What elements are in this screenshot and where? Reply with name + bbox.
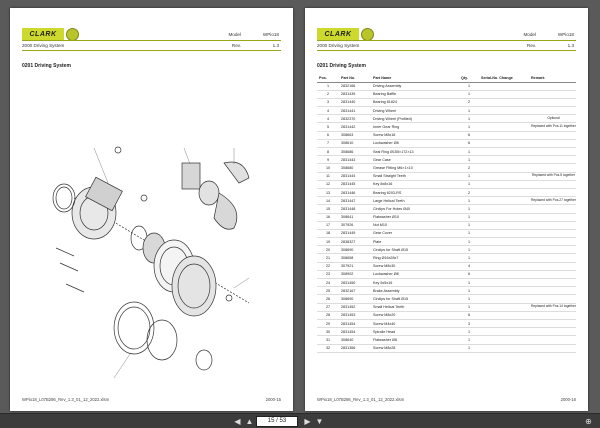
cell-serial-change xyxy=(479,221,529,229)
cell-remark xyxy=(529,328,576,336)
total-pages: 53 xyxy=(279,418,287,424)
model-value: WPio18 xyxy=(262,32,279,37)
cell-part-no: 308640 xyxy=(339,336,371,344)
cell-part-name: Screw M8x16 xyxy=(371,131,459,139)
header-divider-bottom xyxy=(317,50,576,51)
col-part-name: Part Name xyxy=(371,74,459,82)
col-serial-change: Serial-No. Change xyxy=(479,74,529,82)
cell-qty: 1 xyxy=(459,90,479,98)
cell-qty: 2 xyxy=(459,164,479,172)
cell-pos: 10 xyxy=(317,164,339,172)
cell-pos: 20 xyxy=(317,246,339,254)
prev-page-icon[interactable]: ◀ xyxy=(234,417,241,426)
page-header xyxy=(317,28,576,48)
cell-remark xyxy=(529,213,576,221)
cell-part-no: 2831454 xyxy=(339,319,371,327)
cell-serial-change xyxy=(479,238,529,246)
table-row xyxy=(317,98,576,106)
cell-qty: 1 xyxy=(459,197,479,205)
left-page xyxy=(10,8,293,411)
cell-serial-change xyxy=(479,131,529,139)
cell-remark xyxy=(529,90,576,98)
cell-part-no: 2831450 xyxy=(339,279,371,287)
cell-part-name: Lockwasher Ø8 xyxy=(371,139,459,147)
cell-remark xyxy=(529,344,576,352)
table-row xyxy=(317,164,576,172)
cell-qty: 6 xyxy=(459,270,479,278)
cell-serial-change xyxy=(479,172,529,180)
cell-part-name: Bearing 6203-RS xyxy=(371,188,459,196)
cell-remark xyxy=(529,287,576,295)
cell-part-name: Lockwasher Ø8 xyxy=(371,270,459,278)
cell-remark xyxy=(529,205,576,213)
cell-pos: 15 xyxy=(317,205,339,213)
nut xyxy=(196,350,212,370)
table-row xyxy=(317,213,576,221)
right-page xyxy=(305,8,588,411)
cell-pos: 2 xyxy=(317,90,339,98)
rev-value: 1.3 xyxy=(567,43,574,48)
table-row xyxy=(317,148,576,156)
cell-qty: 1 xyxy=(459,156,479,164)
cell-pos: 25 xyxy=(317,287,339,295)
cell-pos: 19 xyxy=(317,238,339,246)
cell-qty: 1 xyxy=(459,107,479,115)
cell-qty: 1 xyxy=(459,246,479,254)
cell-serial-change xyxy=(479,229,529,237)
cell-serial-change xyxy=(479,115,529,123)
col-part-no: Part No. xyxy=(339,74,371,82)
table-row xyxy=(317,90,576,98)
cell-part-name: Screw M8x20 xyxy=(371,311,459,319)
col-remark: Remark xyxy=(529,74,576,82)
cell-part-name: Grease Fitting M6×1×10 xyxy=(371,164,459,172)
cell-pos: 7 xyxy=(317,139,339,147)
page-separator: / xyxy=(276,418,278,424)
cell-qty: 1 xyxy=(459,115,479,123)
cell-serial-change xyxy=(479,319,529,327)
cell-qty: 1 xyxy=(459,336,479,344)
cell-part-name: Flatwasher Ø10 xyxy=(371,213,459,221)
page-up-icon[interactable]: ▲ xyxy=(245,417,254,426)
parts-table-body xyxy=(317,82,576,352)
cell-qty: 1 xyxy=(459,148,479,156)
cell-part-name: Plate xyxy=(371,238,459,246)
cell-remark xyxy=(529,229,576,237)
table-row xyxy=(317,82,576,90)
cell-qty: 1 xyxy=(459,287,479,295)
viewer-toolbar xyxy=(0,413,600,428)
cell-qty: 1 xyxy=(459,205,479,213)
cell-pos: 17 xyxy=(317,221,339,229)
header-divider xyxy=(317,40,576,41)
cell-qty: 1 xyxy=(459,328,479,336)
cell-part-name: Circlips For Holes Ø40 xyxy=(371,205,459,213)
cell-pos: 1 xyxy=(317,82,339,90)
bearing-ring-a-inner xyxy=(56,187,72,209)
table-row xyxy=(317,344,576,352)
cell-remark xyxy=(529,156,576,164)
cell-qty: 1 xyxy=(459,213,479,221)
cell-serial-change xyxy=(479,107,529,115)
page-indicator[interactable] xyxy=(256,416,298,427)
section-name: 2000 Driving System xyxy=(22,43,65,48)
callout-line xyxy=(184,148,190,164)
cell-part-name: Small Helical Teeth xyxy=(371,303,459,311)
cell-part-no: 2831445 xyxy=(339,180,371,188)
cell-part-name: Key 5x5x16 xyxy=(371,279,459,287)
cell-serial-change xyxy=(479,90,529,98)
cell-serial-change xyxy=(479,205,529,213)
cell-part-name: Seal Ring Ø155×172×13 xyxy=(371,148,459,156)
cell-serial-change xyxy=(479,188,529,196)
cell-part-name: Driving Assembly xyxy=(371,82,459,90)
cell-pos: 21 xyxy=(317,254,339,262)
table-row xyxy=(317,295,576,303)
cell-qty: 1 xyxy=(459,344,479,352)
table-row xyxy=(317,238,576,246)
cell-part-name: Large Helical Teeth xyxy=(371,197,459,205)
footer-filename: WPio18_L07B286_Rev_1.3_01_12_2022.xlsm xyxy=(22,397,110,402)
cell-part-no: 307926 xyxy=(339,221,371,229)
section-name: 2000 Driving System xyxy=(317,43,360,48)
cell-pos: 27 xyxy=(317,303,339,311)
cell-remark xyxy=(529,311,576,319)
table-row xyxy=(317,303,576,311)
table-row xyxy=(317,188,576,196)
cell-qty: 1 xyxy=(459,180,479,188)
table-row xyxy=(317,197,576,205)
bearing-ring-b-inner xyxy=(118,307,150,349)
cell-part-no: 2831442 xyxy=(339,123,371,131)
cell-qty: 1 xyxy=(459,238,479,246)
cell-part-name: Gear Case xyxy=(371,156,459,164)
cell-pos: 12 xyxy=(317,180,339,188)
cell-part-no: 2831447 xyxy=(339,197,371,205)
section-title: 0201 Driving System xyxy=(317,63,366,69)
cell-part-no: 2831454 xyxy=(339,328,371,336)
cell-qty: 4 xyxy=(459,262,479,270)
cell-qty: 1 xyxy=(459,303,479,311)
table-row xyxy=(317,115,576,123)
cell-qty: 1 xyxy=(459,279,479,287)
cell-part-no: 2831439 xyxy=(339,90,371,98)
table-header-row xyxy=(317,74,576,82)
cell-qty: 2 xyxy=(459,98,479,106)
cell-serial-change xyxy=(479,82,529,90)
table-row xyxy=(317,328,576,336)
table-row xyxy=(317,221,576,229)
cell-qty: 1 xyxy=(459,123,479,131)
cell-remark: Replaced with Pos.5 together xyxy=(529,172,576,180)
cell-part-no: 308610 xyxy=(339,139,371,147)
cell-part-no: 2831366 xyxy=(339,344,371,352)
table-row xyxy=(317,254,576,262)
table-row xyxy=(317,205,576,213)
cell-part-name: Small Straight Teeth xyxy=(371,172,459,180)
cell-remark xyxy=(529,262,576,270)
cell-serial-change xyxy=(479,328,529,336)
cell-remark: Optional xyxy=(529,115,576,123)
cell-qty: 6 xyxy=(459,311,479,319)
cell-part-no: 308663 xyxy=(339,131,371,139)
cell-part-no: 308690 xyxy=(339,246,371,254)
cell-pos: 8 xyxy=(317,148,339,156)
cell-remark: Replaced with Pos.27 together xyxy=(529,197,576,205)
cell-remark xyxy=(529,139,576,147)
cell-pos: 13 xyxy=(317,188,339,196)
cell-pos: 29 xyxy=(317,319,339,327)
table-row xyxy=(317,279,576,287)
cell-serial-change xyxy=(479,270,529,278)
table-row xyxy=(317,172,576,180)
cell-qty: 1 xyxy=(459,172,479,180)
table-row xyxy=(317,270,576,278)
cell-serial-change xyxy=(479,156,529,164)
cell-remark xyxy=(529,82,576,90)
section-title: 0201 Driving System xyxy=(22,63,71,69)
cell-remark xyxy=(529,107,576,115)
cell-qty: 1 xyxy=(459,221,479,229)
cell-serial-change xyxy=(479,311,529,319)
cell-qty: 3 xyxy=(459,319,479,327)
cell-part-name: Bearing 61824 xyxy=(371,98,459,106)
cell-remark xyxy=(529,246,576,254)
cell-qty: 1 xyxy=(459,82,479,90)
cell-serial-change xyxy=(479,98,529,106)
cell-remark xyxy=(529,295,576,303)
cell-remark xyxy=(529,270,576,278)
cell-pos: 5 xyxy=(317,123,339,131)
cell-part-no: 2831449 xyxy=(339,229,371,237)
table-row xyxy=(317,319,576,327)
cell-serial-change xyxy=(479,180,529,188)
cell-part-no: 308686 xyxy=(339,148,371,156)
table-row xyxy=(317,123,576,131)
cell-serial-change xyxy=(479,148,529,156)
grease-fitting xyxy=(115,147,121,153)
cell-qty: 6 xyxy=(459,139,479,147)
cell-part-name: Circlips for Shaft Ø15 xyxy=(371,295,459,303)
cell-remark xyxy=(529,279,576,287)
zoom-icon[interactable]: ⊕ xyxy=(585,417,592,426)
cell-part-no: 2831453 xyxy=(339,311,371,319)
cell-remark xyxy=(529,131,576,139)
clark-logo: CLARK xyxy=(22,28,64,41)
cell-remark xyxy=(529,238,576,246)
table-row xyxy=(317,246,576,254)
cell-remark xyxy=(529,188,576,196)
cell-pos: 16 xyxy=(317,213,339,221)
callout-line xyxy=(234,278,249,288)
cell-part-name: Ring Ø16x28x7 xyxy=(371,254,459,262)
cell-serial-change xyxy=(479,123,529,131)
page-header xyxy=(22,28,281,48)
cell-part-name: Driving Wheel (Profiled) xyxy=(371,115,459,123)
cell-pos: 28 xyxy=(317,311,339,319)
exploded-diagram xyxy=(34,88,269,388)
cell-qty: 2 xyxy=(459,188,479,196)
brake-assembly xyxy=(182,163,200,189)
header-divider-bottom xyxy=(22,50,281,51)
cell-part-no: 308680 xyxy=(339,164,371,172)
screw-c xyxy=(66,284,84,292)
table-row xyxy=(317,139,576,147)
rev-label: Rev. xyxy=(231,43,241,48)
cell-serial-change xyxy=(479,336,529,344)
cell-pos: 23 xyxy=(317,270,339,278)
cell-serial-change xyxy=(479,213,529,221)
cell-pos: 3 xyxy=(317,98,339,106)
cell-part-no: 308902 xyxy=(339,270,371,278)
cell-pos: 14 xyxy=(317,197,339,205)
cell-part-no: 308641 xyxy=(339,213,371,221)
gear-cover xyxy=(199,181,219,205)
cell-remark xyxy=(529,98,576,106)
cell-serial-change xyxy=(479,139,529,147)
table-row xyxy=(317,156,576,164)
next-page-icon[interactable]: ▶ xyxy=(304,417,311,426)
cell-remark: Replaced with Pos.11 together xyxy=(529,123,576,131)
cell-part-name: Screw M8x28 xyxy=(371,344,459,352)
footer-page-number: 2000-15 xyxy=(265,397,281,402)
cell-part-no: 2832166 xyxy=(339,82,371,90)
cell-part-name: Key 8x8x16 xyxy=(371,180,459,188)
cell-pos: 24 xyxy=(317,279,339,287)
cell-part-no: 2831443 xyxy=(339,156,371,164)
cell-pos: 30 xyxy=(317,328,339,336)
cell-part-no: 2832167 xyxy=(339,287,371,295)
cell-part-name: Nut M10 xyxy=(371,221,459,229)
model-label: Model xyxy=(523,32,536,37)
cell-serial-change xyxy=(479,254,529,262)
cell-remark xyxy=(529,180,576,188)
drive-wheel-tyre xyxy=(172,256,216,316)
cell-part-name: Brake Assembly xyxy=(371,287,459,295)
parts-table xyxy=(317,74,576,353)
cell-serial-change xyxy=(479,295,529,303)
footer-page-number: 2000-16 xyxy=(560,397,576,402)
cell-pos: 32 xyxy=(317,344,339,352)
page-down-icon[interactable]: ▼ xyxy=(315,417,324,426)
cell-part-no: 2831440 xyxy=(339,98,371,106)
cell-pos: 26 xyxy=(317,295,339,303)
cell-remark xyxy=(529,221,576,229)
cell-serial-change xyxy=(479,344,529,352)
table-row xyxy=(317,287,576,295)
cell-qty: 1 xyxy=(459,295,479,303)
cell-remark xyxy=(529,254,576,262)
key-part xyxy=(141,195,147,201)
cell-part-no: 2831448 xyxy=(339,205,371,213)
cell-part-no: 308658 xyxy=(339,254,371,262)
cell-pos: 22 xyxy=(317,262,339,270)
cell-serial-change xyxy=(479,287,529,295)
cell-serial-change xyxy=(479,246,529,254)
current-page-input[interactable]: 15 xyxy=(267,418,275,424)
cell-serial-change xyxy=(479,262,529,270)
cell-remark xyxy=(529,164,576,172)
cell-remark xyxy=(529,319,576,327)
cell-pos: 6 xyxy=(317,131,339,139)
cell-part-no: 2832370 xyxy=(339,115,371,123)
cell-remark xyxy=(529,336,576,344)
cell-part-no: 308690 xyxy=(339,295,371,303)
table-row xyxy=(317,107,576,115)
cell-part-no: 2831441 xyxy=(339,107,371,115)
table-row xyxy=(317,131,576,139)
cell-remark: Replaced with Pos.14 together xyxy=(529,303,576,311)
cell-part-no: 2831446 xyxy=(339,188,371,196)
cell-part-name: Circlips for Shaft Ø15 xyxy=(371,246,459,254)
table-row xyxy=(317,336,576,344)
cell-qty: 6 xyxy=(459,131,479,139)
screw-a xyxy=(56,248,74,256)
cell-qty: 1 xyxy=(459,229,479,237)
cell-part-name: Flatwasher Ø8 xyxy=(371,336,459,344)
cell-qty: 1 xyxy=(459,254,479,262)
cell-pos: 4 xyxy=(317,107,339,115)
callout-line xyxy=(114,354,130,378)
cell-part-no: 307921 xyxy=(339,262,371,270)
page-footer xyxy=(317,397,576,402)
cell-pos: 4 xyxy=(317,115,339,123)
model-label: Model xyxy=(228,32,241,37)
header-divider xyxy=(22,40,281,41)
clark-logo: CLARK xyxy=(317,28,359,41)
cell-part-name: Spindle Head xyxy=(371,328,459,336)
table-row xyxy=(317,180,576,188)
cell-part-no: 2838327 xyxy=(339,238,371,246)
col-pos: Pos. xyxy=(317,74,339,82)
table-row xyxy=(317,229,576,237)
page-footer xyxy=(22,397,281,402)
cell-part-name: Screw M4x40 xyxy=(371,319,459,327)
cell-serial-change xyxy=(479,197,529,205)
cell-pos: 9 xyxy=(317,156,339,164)
cell-part-name: Driving Wheel xyxy=(371,107,459,115)
screw-b xyxy=(60,263,78,271)
cell-part-no: 2831452 xyxy=(339,303,371,311)
cell-part-name: Bearing Baffle xyxy=(371,90,459,98)
cell-pos: 11 xyxy=(317,172,339,180)
table-row xyxy=(317,262,576,270)
footer-filename: WPio18_L07B286_Rev_1.3_01_12_2022.xlsm xyxy=(317,397,405,402)
col-qty: Qty. xyxy=(459,74,479,82)
model-value: WPio18 xyxy=(557,32,574,37)
cell-serial-change xyxy=(479,279,529,287)
cell-part-name: Gear Cover xyxy=(371,229,459,237)
rev-label: Rev. xyxy=(526,43,536,48)
cell-part-name: Inner Gear Ring xyxy=(371,123,459,131)
cell-serial-change xyxy=(479,303,529,311)
cell-part-no: 2831444 xyxy=(339,172,371,180)
cell-pos: 31 xyxy=(317,336,339,344)
steering-arm xyxy=(224,162,249,183)
cell-serial-change xyxy=(479,164,529,172)
cell-pos: 18 xyxy=(317,229,339,237)
rev-value: 1.3 xyxy=(272,43,279,48)
cell-part-name: Screw M8x30 xyxy=(371,262,459,270)
cell-remark xyxy=(529,148,576,156)
table-row xyxy=(317,311,576,319)
flatwasher xyxy=(226,295,232,301)
